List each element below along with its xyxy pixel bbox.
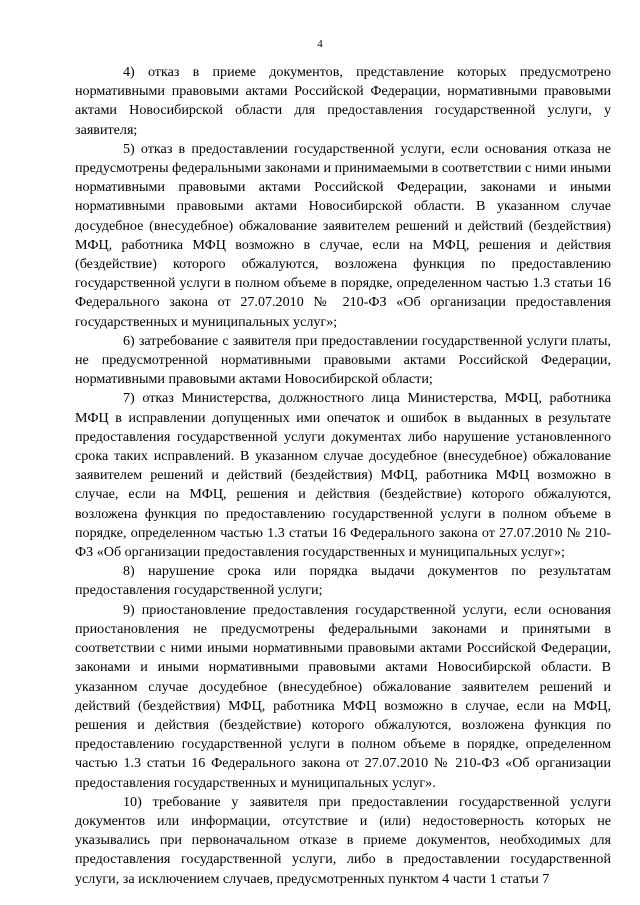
paragraph-item-8: 8) нарушение срока или порядка выдачи документов по результатам предоставления государственной услуги; <box>75 563 611 599</box>
paragraph-item-10: 10) требование у заявителя при предоставлении государственной услуги документов или информации, отсутствие и (или) недостоверность которых не указывались при первоначальном отказе в приеме документов, необходимых для предоставления государственной услуги, либо в предоставлении государственной услуги, за исключением случаев, предусмотренных пунктом 4 части 1 статьи 7 <box>75 793 611 887</box>
paragraph-item-5: 5) отказ в предоставлении государственной услуги, если основания отказа не предусмотрены федеральными законами и принимаемыми в соответствии с ними иными нормативными правовыми актами Российской Федерации, законами и иными нормативными правовыми актами Новосибирской области. В указанном случае досудебное (внесудебное) обжалование заявителем решений и действий (бездействия) МФЦ, работника МФЦ возможно в случае, если на МФЦ, решения и действия (бездействие) которого обжалуются, возложена функция по предоставлению государственной услуги в полном объеме в порядке, определенном частью 1.3 статьи 16 Федерального закона от 27.07.2010 № 210-ФЗ «Об организации предоставления государственных и муниципальных услуг»; <box>75 140 611 330</box>
page-number: 4 <box>317 38 323 50</box>
paragraph-item-4: 4) отказ в приеме документов, представление которых предусмотрено нормативными правовыми актами Российской Федерации, нормативными правовыми актами Новосибирской области для предоставления государственной услуги, у заявителя; <box>75 64 611 138</box>
paragraph-item-6: 6) затребование с заявителя при предоставлении государственной услуги платы, не предусмотренной нормативными правовыми актами Российской Федерации, нормативными правовыми актами Новосибирской области; <box>75 332 611 388</box>
paragraph-item-7: 7) отказ Министерства, должностного лица Министерства, МФЦ, работника МФЦ в исправлении допущенных ими опечаток и ошибок в выданных в результате предоставления государственной услуги документах либо нарушение установленного срока таких исправлений. В указанном случае досудебное (внесудебное) обжалование заявителем решений и действий (бездействия) МФЦ, работника МФЦ возможно в случае, если на МФЦ, решения и действия (бездействие) которого обжалуются, возложена функция по предоставлению государственной услуги в полном объеме в порядке, определенном частью 1.3 статьи 16 Федерального закона от 27.07.2010 № 210-ФЗ «Об организации предоставления государственных и муниципальных услуг»; <box>75 390 611 561</box>
paragraph-item-9: 9) приостановление предоставления государственной услуги, если основания приостановления не предусмотрены федеральными законами и принятыми в соответствии с ними иными нормативными правовыми актами Российской Федерации, законами и иными нормативными правовыми актами Новосибирской области. В указанном случае досудебное (внесудебное) обжалование заявителем решений и действий (бездействия) МФЦ, работника МФЦ возможно в случае, если на МФЦ, решения и действия (бездействие) которого обжалуются, возложена функция по предоставлению государственной услуги в полном объеме в порядке, определенном частью 1.3 статьи 16 Федерального закона от 27.07.2010 № 210-ФЗ «Об организации предоставления государственных и муниципальных услуг». <box>75 601 611 791</box>
document-body <box>75 63 611 889</box>
